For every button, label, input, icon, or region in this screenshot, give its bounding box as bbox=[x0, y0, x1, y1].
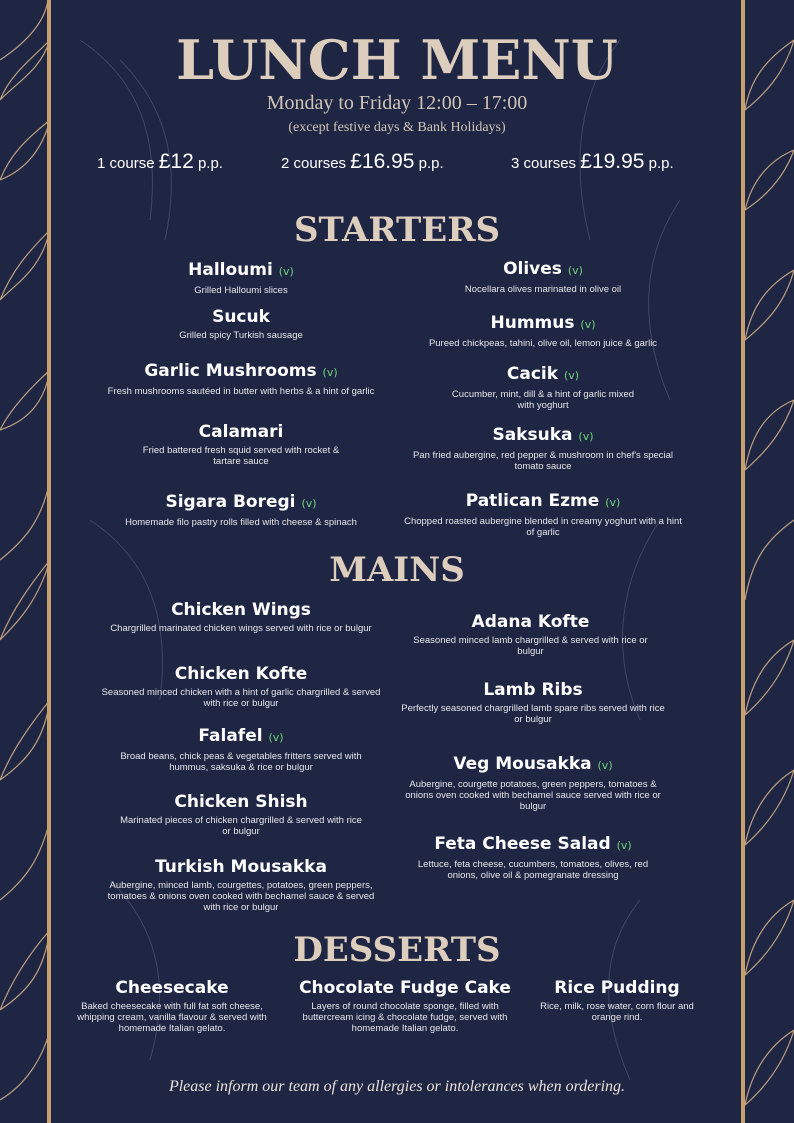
item-description: Grilled spicy Turkish sausage bbox=[179, 330, 303, 341]
item-name: Chicken Kofte bbox=[174, 664, 308, 684]
price-unit: p.p. bbox=[197, 155, 223, 172]
item-description: Perfectly seasoned chargrilled lamb spare ribs served with rice or bulgur bbox=[401, 703, 665, 725]
item-name: Patlican Ezme bbox=[465, 491, 600, 511]
item-description: Layers of round chocolate sponge, filled with buttercream icing & chocolate fudge, served with homemade Italian gelato. bbox=[302, 1001, 508, 1034]
desserts-heading: DESSERTS bbox=[293, 930, 501, 970]
menu-item bbox=[408, 424, 678, 472]
starters-heading: STARTERS bbox=[293, 210, 501, 250]
item-name: Cacik bbox=[506, 364, 559, 384]
price-3-courses bbox=[511, 150, 674, 174]
price-label: 1 course bbox=[97, 155, 155, 172]
allergy-notice: Please inform our team of any allergies or intolerances when ordering. bbox=[168, 1078, 626, 1095]
item-name: Saksuka bbox=[492, 425, 573, 445]
item-name: Turkish Mousakka bbox=[155, 857, 327, 877]
opening-hours: Monday to Friday 12:00 – 17:00 bbox=[266, 92, 528, 114]
price-label: 3 courses bbox=[511, 155, 577, 172]
menu-item bbox=[106, 360, 376, 397]
item-description: Fresh mushrooms sautéed in butter with herbs & a hint of garlic bbox=[107, 386, 375, 397]
item-name: Olives bbox=[503, 259, 562, 279]
item-description: Pureed chickpeas, tahini, olive oil, lemon juice & garlic bbox=[428, 338, 658, 349]
vegetarian-marker: (v) bbox=[616, 839, 632, 852]
item-description: Chargrilled marinated chicken wings served with rice or bulgur bbox=[110, 623, 372, 634]
item-description: Broad beans, chick peas & vegetables fritters served with hummus, saksuka & rice or bulgur bbox=[120, 751, 362, 773]
vegetarian-marker: (v) bbox=[567, 264, 583, 277]
page-title: LUNCH MENU bbox=[176, 28, 618, 92]
item-name: Lamb Ribs bbox=[483, 680, 583, 700]
price-label: 2 courses bbox=[281, 155, 347, 172]
vegetarian-marker: (v) bbox=[578, 430, 594, 443]
menu-item bbox=[398, 679, 668, 725]
price-2-courses bbox=[281, 150, 444, 174]
menu-item bbox=[96, 663, 386, 709]
item-description: Pan fried aubergine, red pepper & mushroom in chef's special tomato sauce bbox=[412, 450, 674, 472]
menu-item bbox=[116, 791, 366, 837]
menu-item bbox=[106, 259, 376, 296]
item-name: Feta Cheese Salad bbox=[434, 834, 611, 854]
item-description: Lettuce, feta cheese, cucumbers, tomatoes, olives, red onions, olive oil & pomegranate dressing bbox=[417, 859, 649, 881]
item-description: Aubergine, courgette potatoes, green peppers, tomatoes & onions oven cooked with bechamel sauce served with rice or bulgur bbox=[405, 779, 661, 812]
menu-item bbox=[448, 363, 638, 411]
item-name: Chocolate Fudge Cake bbox=[299, 978, 511, 998]
vegetarian-marker: (v) bbox=[301, 497, 317, 510]
menu-item bbox=[101, 856, 381, 913]
item-description: Baked cheesecake with full fat soft cheese, whipping cream, vanilla flavour & served with homemade Italian gelato. bbox=[77, 1001, 267, 1034]
item-name: Cheesecake bbox=[115, 978, 229, 998]
item-name: Hummus bbox=[490, 313, 575, 333]
vegetarian-marker: (v) bbox=[268, 731, 284, 744]
item-description: Chopped roasted aubergine blended in creamy yoghurt with a hint of garlic bbox=[404, 516, 682, 538]
mains-heading: MAINS bbox=[329, 550, 465, 590]
menu-item bbox=[403, 312, 683, 349]
price-amount: £12 bbox=[158, 150, 194, 173]
item-name: Chicken Wings bbox=[171, 600, 311, 620]
item-name: Sigara Boregi bbox=[165, 492, 296, 512]
item-name: Garlic Mushrooms bbox=[144, 361, 317, 381]
menu-item bbox=[106, 599, 376, 634]
vegetarian-marker: (v) bbox=[564, 369, 580, 382]
item-description: Seasoned minced chicken with a hint of garlic chargrilled & served with rice or bulgur bbox=[101, 687, 381, 709]
vegetarian-marker: (v) bbox=[597, 759, 613, 772]
menu-item bbox=[106, 725, 376, 773]
price-amount: £19.95 bbox=[580, 150, 645, 173]
menu-item bbox=[294, 977, 516, 1034]
menu-item bbox=[398, 753, 668, 812]
menu-item bbox=[413, 833, 653, 881]
item-description: Marinated pieces of chicken chargrilled & served with rice or bulgur bbox=[120, 815, 362, 837]
item-name: Halloumi bbox=[188, 260, 273, 280]
item-description: Seasoned minced lamb chargrilled & served with rice or bulgur bbox=[413, 635, 648, 657]
item-description: Grilled Halloumi slices bbox=[194, 285, 288, 296]
vegetarian-marker: (v) bbox=[580, 318, 596, 331]
item-description: Rice, milk, rose water, corn flour and orange rind. bbox=[540, 1001, 694, 1023]
menu-item bbox=[537, 977, 697, 1023]
item-name: Calamari bbox=[198, 422, 284, 442]
menu-item bbox=[106, 306, 376, 341]
vegetarian-marker: (v) bbox=[605, 496, 621, 509]
item-name: Sucuk bbox=[212, 307, 270, 327]
item-name: Falafel bbox=[198, 726, 263, 746]
item-description: Cucumber, mint, dill & a hint of garlic mixed with yoghurt bbox=[451, 389, 635, 411]
vegetarian-marker: (v) bbox=[278, 265, 294, 278]
menu-item bbox=[403, 490, 683, 538]
price-amount: £16.95 bbox=[350, 150, 415, 173]
item-description: Nocellara olives marinated in olive oil bbox=[464, 284, 622, 295]
price-unit: p.p. bbox=[418, 155, 444, 172]
item-description: Aubergine, minced lamb, courgettes, potatoes, green peppers, tomatoes & onions oven cooked with bechamel sauce & served with rice or bulgur bbox=[107, 880, 375, 913]
vegetarian-marker: (v) bbox=[322, 366, 338, 379]
menu-item bbox=[66, 977, 278, 1034]
hours-exception-note: (except festive days & Bank Holidays) bbox=[288, 120, 506, 135]
price-1-course bbox=[97, 150, 223, 174]
item-description: Homemade filo pastry rolls filled with cheese & spinach bbox=[125, 517, 357, 528]
price-unit: p.p. bbox=[648, 155, 674, 172]
item-name: Veg Mousakka bbox=[453, 754, 592, 774]
item-name: Adana Kofte bbox=[471, 612, 590, 632]
item-description: Fried battered fresh squid served with rocket & tartare sauce bbox=[142, 445, 340, 467]
item-name: Chicken Shish bbox=[174, 792, 308, 812]
menu-item bbox=[141, 421, 341, 467]
menu-item bbox=[96, 491, 386, 528]
item-name: Rice Pudding bbox=[554, 978, 680, 998]
menu-item bbox=[413, 611, 648, 657]
menu-item bbox=[403, 258, 683, 295]
